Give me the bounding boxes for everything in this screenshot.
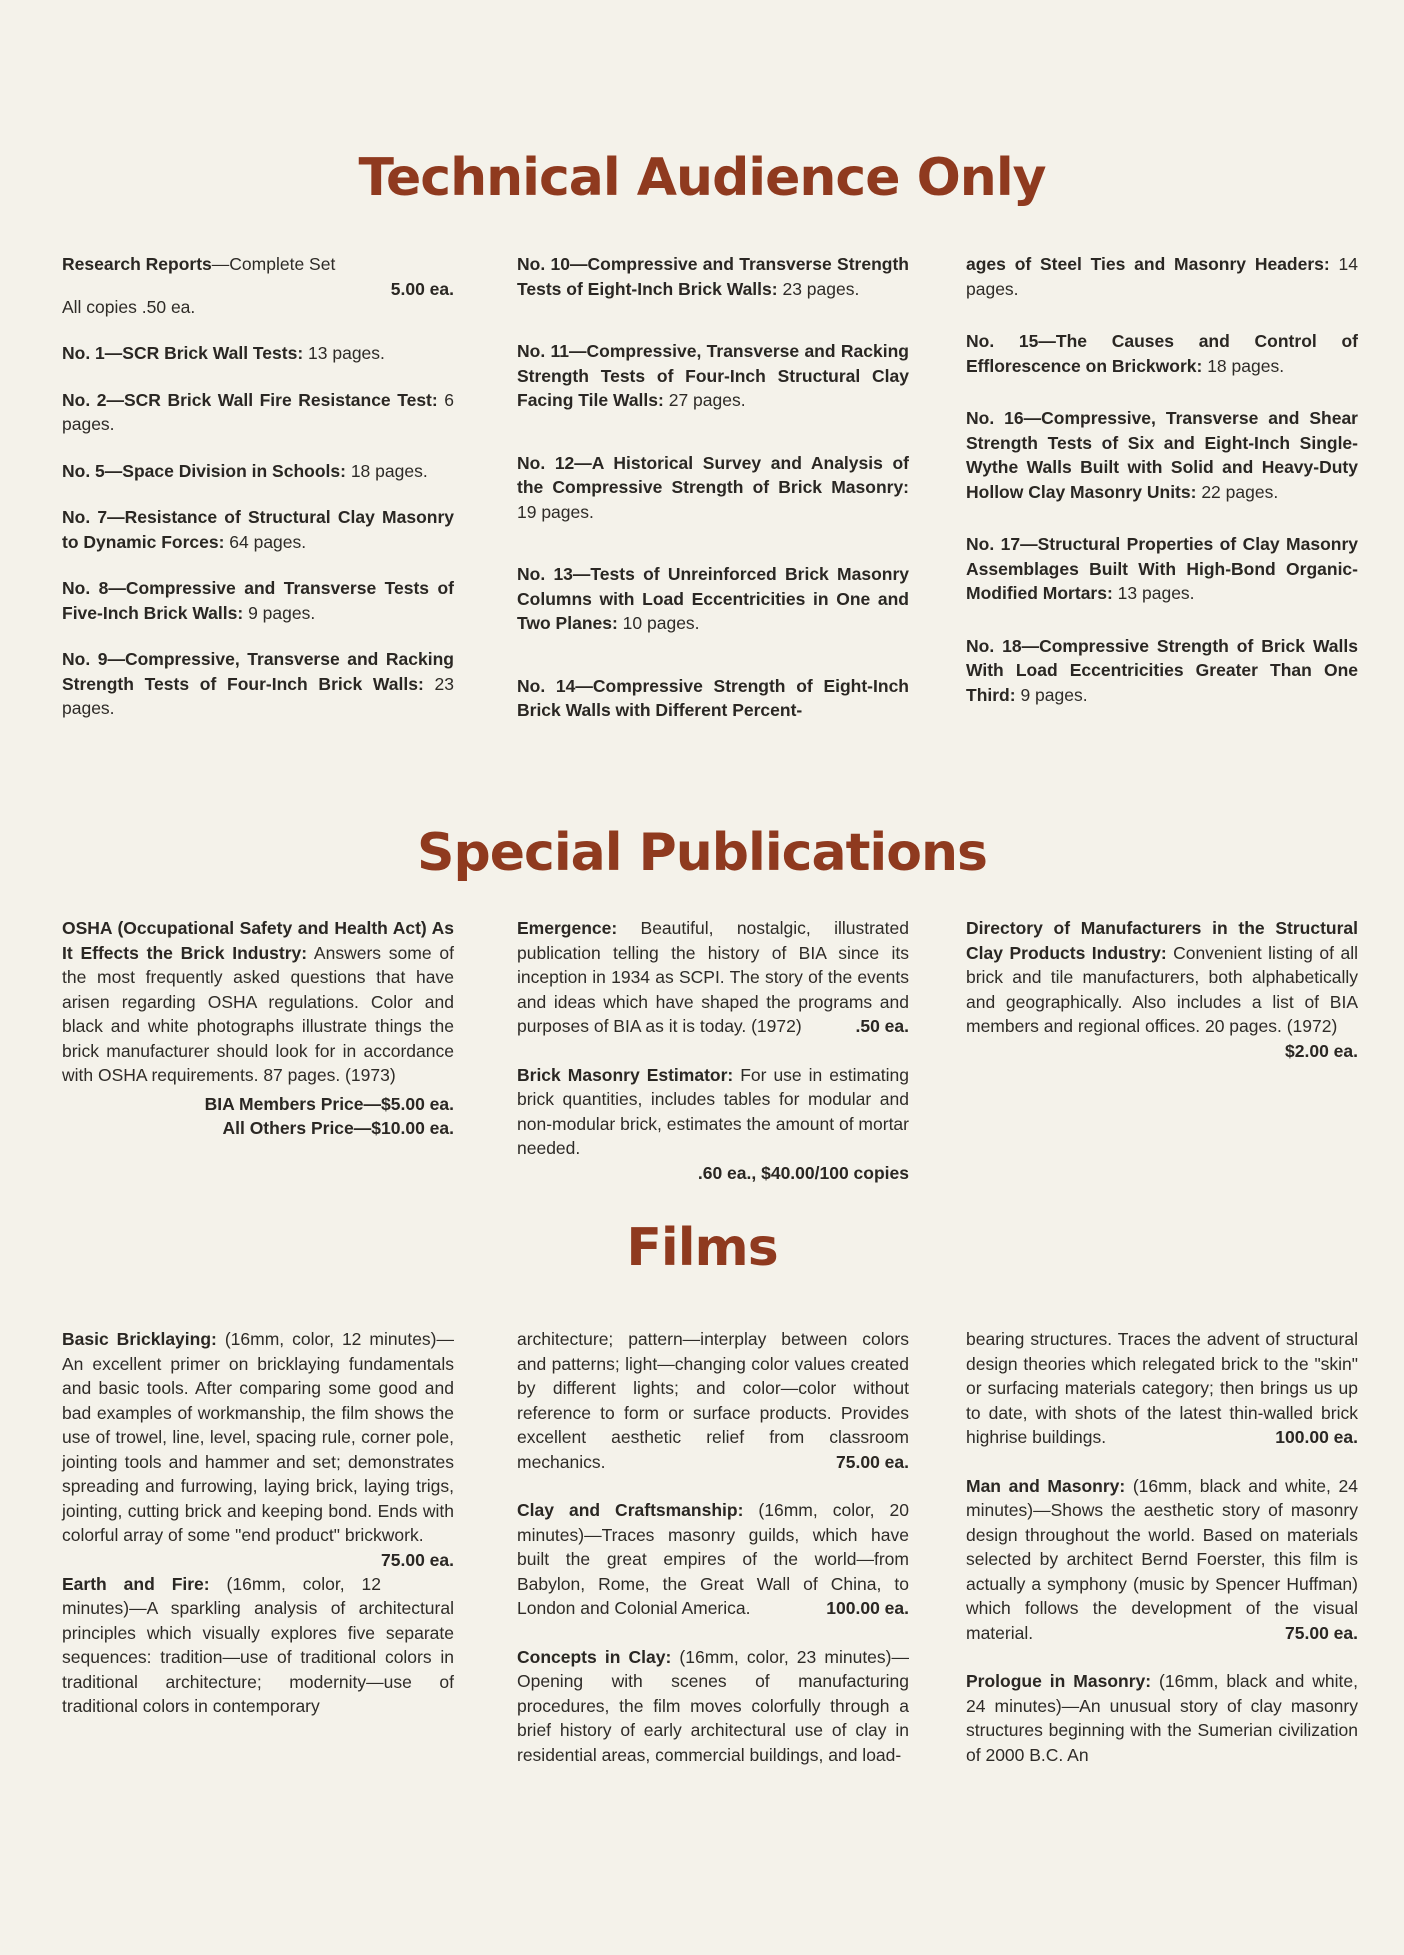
complete-set-entry — [62, 252, 454, 299]
directory-entry: Directory of Manufacturers in the Structural Clay Products Industry: Convenient listing of all brick and tile manufacturers, both alphabetically and geographically. Also includes a list of BIA members and regional offices. 20 pages. (1972) — [966, 918, 1358, 1036]
special-column-2 — [517, 916, 909, 1185]
special-column-3 — [966, 916, 1358, 1063]
report-entry: No. 14—Compressive Strength of Eight-Inch Brick Walls with Different Percent- — [517, 675, 909, 720]
films-column-2 — [517, 1327, 909, 1789]
report-entry: No. 10—Compressive and Transverse Strength Tests of Eight-Inch Brick Walls: 23 pages. — [517, 254, 909, 299]
films-column-3 — [966, 1327, 1358, 1789]
film-entry-man-and-masonry: Man and Masonry: (16mm, black and white, 24 minutes)—Shows the aesthetic story of masonry design throughout the world. Based on materials selected by architect Bernd Foerster, this film is actually a symphony (music by Spencer Huffman) which follows the development of the visual material. 75.00 ea. — [966, 1475, 1358, 1643]
films-column-1 — [62, 1327, 454, 1741]
film-entry-earth-and-fire: Earth and Fire: (16mm, color, 12 minutes)—A sparkling analysis of architectural principles which visually explores five separate sequences: tradition—use of traditional colors in traditional architecture; modernity—use of traditional colors in contemporary — [62, 1573, 454, 1716]
report-entry: No. 13—Tests of Unreinforced Brick Masonry Columns with Load Eccentricities in One and Two Planes: 10 pages. — [517, 564, 909, 633]
report-entry: No. 12—A Historical Survey and Analysis of the Compressive Strength of Brick Masonry: 19 pages. — [517, 452, 909, 522]
special-publications-heading: Special Publications — [417, 823, 987, 883]
film-entry-concepts-in-clay-cont: bearing structures. Traces the advent of structural design theories which relegated brick to the "skin" or surfacing materials category; then brings us up to date, with shots of the latest thin-walled brick highrise buildings. 100.00 ea. — [966, 1329, 1358, 1447]
complete-set-title: Research Reports — [62, 254, 212, 274]
film-entry-earth-and-fire-cont: architecture; pattern—interplay between colors and patterns; light—changing color values created by different lights; and color—color without reference to form or surface products. Provides excellent aesthetic relief from classroom mechanics. 75.00 ea. — [517, 1329, 909, 1472]
report-entry: No. 11—Compressive, Transverse and Racking Strength Tests of Four-Inch Structural Clay Facing Tile Walls: 27 pages. — [517, 341, 909, 410]
technical-column-3 — [966, 252, 1358, 729]
film-entry-basic-bricklaying: Basic Bricklaying: (16mm, color, 12 minutes)—An excellent primer on bricklaying fundamentals and basic tools. After comparing some good and bad examples of workmanship, the film shows the use of trowel, line, level, spacing rule, corner pole, jointing tools and hammer and set; demonstrates spreading and furrowing, laying brick, laying trigs, jointing, cutting brick and keeping bond. Ends with colorful array of some "end product" brickwork. 75.00 ea. — [62, 1329, 455, 1570]
report-entry: No. 17—Structural Properties of Clay Masonry Assemblages Built With High-Bond Organic-Modified Mortars: 13 pages. — [966, 534, 1358, 603]
osha-entry: OSHA (Occupational Safety and Health Act) As It Effects the Brick Industry: Answers some of the most frequently asked questions that have arisen regarding OSHA regulations. Color and black and white photographs illustrate things the brick manufacturer should look for in accordance with OSHA requirements. 87 pages. (1973) — [62, 918, 454, 1085]
osha-members-price: BIA Members Price—$5.00 ea. — [204, 1093, 454, 1114]
emergence-entry: Emergence: Beautiful, nostalgic, illustrated publication telling the history of BIA since its inception in 1934 as SCPI. The story of the events and ideas which have shaped the programs and purposes of BIA as it is today. (1972) .50 ea. — [517, 916, 909, 1039]
special-column-1 — [62, 916, 454, 1141]
report-entry: No. 16—Compressive, Transverse and Shear Strength Tests of Six and Eight-Inch Single-Wythe Walls Built with Solid and Heavy-Duty Hollow Clay Masonry Units: 22 pages. — [966, 408, 1358, 502]
report-entry: No. 1—SCR Brick Wall Tests: 13 pages. — [62, 343, 385, 363]
all-copies-note: All copies .50 ea. — [62, 296, 196, 317]
directory-price: $2.00 ea. — [1285, 1040, 1358, 1061]
technical-heading: Technical Audience Only — [358, 148, 1046, 208]
report-entry: No. 2—SCR Brick Wall Fire Resistance Test: 6 pages. — [62, 389, 454, 434]
complete-set-price: 5.00 ea. — [390, 278, 454, 299]
osha-others-price: All Others Price—$10.00 ea. — [222, 1118, 454, 1138]
estimator-entry: Brick Masonry Estimator: For use in estimating brick quantities, includes tables for modular and non-modular brick, estimates the amount of mortar needed. — [517, 1064, 910, 1158]
film-entry-clay-and-craftsmanship: Clay and Craftsmanship: (16mm, color, 20 minutes)—Traces masonry guilds, which have built the great empires of the world—from Babylon, Rome, the Great Wall of China, to London and Colonial America. 100.00 ea. — [517, 1500, 909, 1618]
report-entry: No. 15—The Causes and Control of Efflorescence on Brickwork: 18 pages. — [966, 331, 1358, 376]
report-entry: No. 8—Compressive and Transverse Tests of Five-Inch Brick Walls: 9 pages. — [62, 578, 454, 623]
estimator-price: .60 ea., $40.00/100 copies — [697, 1162, 909, 1183]
complete-set-label: —Complete Set — [211, 254, 336, 274]
report-entry: ages of Steel Ties and Masonry Headers: 14 pages. — [966, 254, 1358, 299]
report-entry: No. 9—Compressive, Transverse and Racking Strength Tests of Four-Inch Brick Walls: 23 pages. — [62, 649, 454, 718]
technical-column-1 — [62, 252, 454, 743]
film-entry-concepts-in-clay: Concepts in Clay: (16mm, color, 23 minutes)—Opening with scenes of manufacturing procedures, the film moves colorfully through a brief history of early architectural use of clay in residential areas, commercial buildings, and load- — [517, 1646, 909, 1765]
report-entry: No. 18—Compressive Strength of Brick Walls With Load Eccentricities Greater Than One Third: 9 pages. — [966, 635, 1358, 705]
emergence-price: .50 ea. — [855, 1016, 909, 1036]
films-heading: Films — [626, 1218, 778, 1278]
report-entry: No. 7—Resistance of Structural Clay Masonry to Dynamic Forces: 64 pages. — [62, 507, 454, 552]
film-entry-prologue-in-masonry: Prologue in Masonry: (16mm, black and white, 24 minutes)—An unusual story of clay masonry structures beginning with the Sumerian civilization of 2000 B.C. An — [966, 1671, 1358, 1765]
report-entry: No. 5—Space Division in Schools: 18 pages. — [62, 460, 428, 481]
technical-column-2 — [517, 252, 909, 745]
